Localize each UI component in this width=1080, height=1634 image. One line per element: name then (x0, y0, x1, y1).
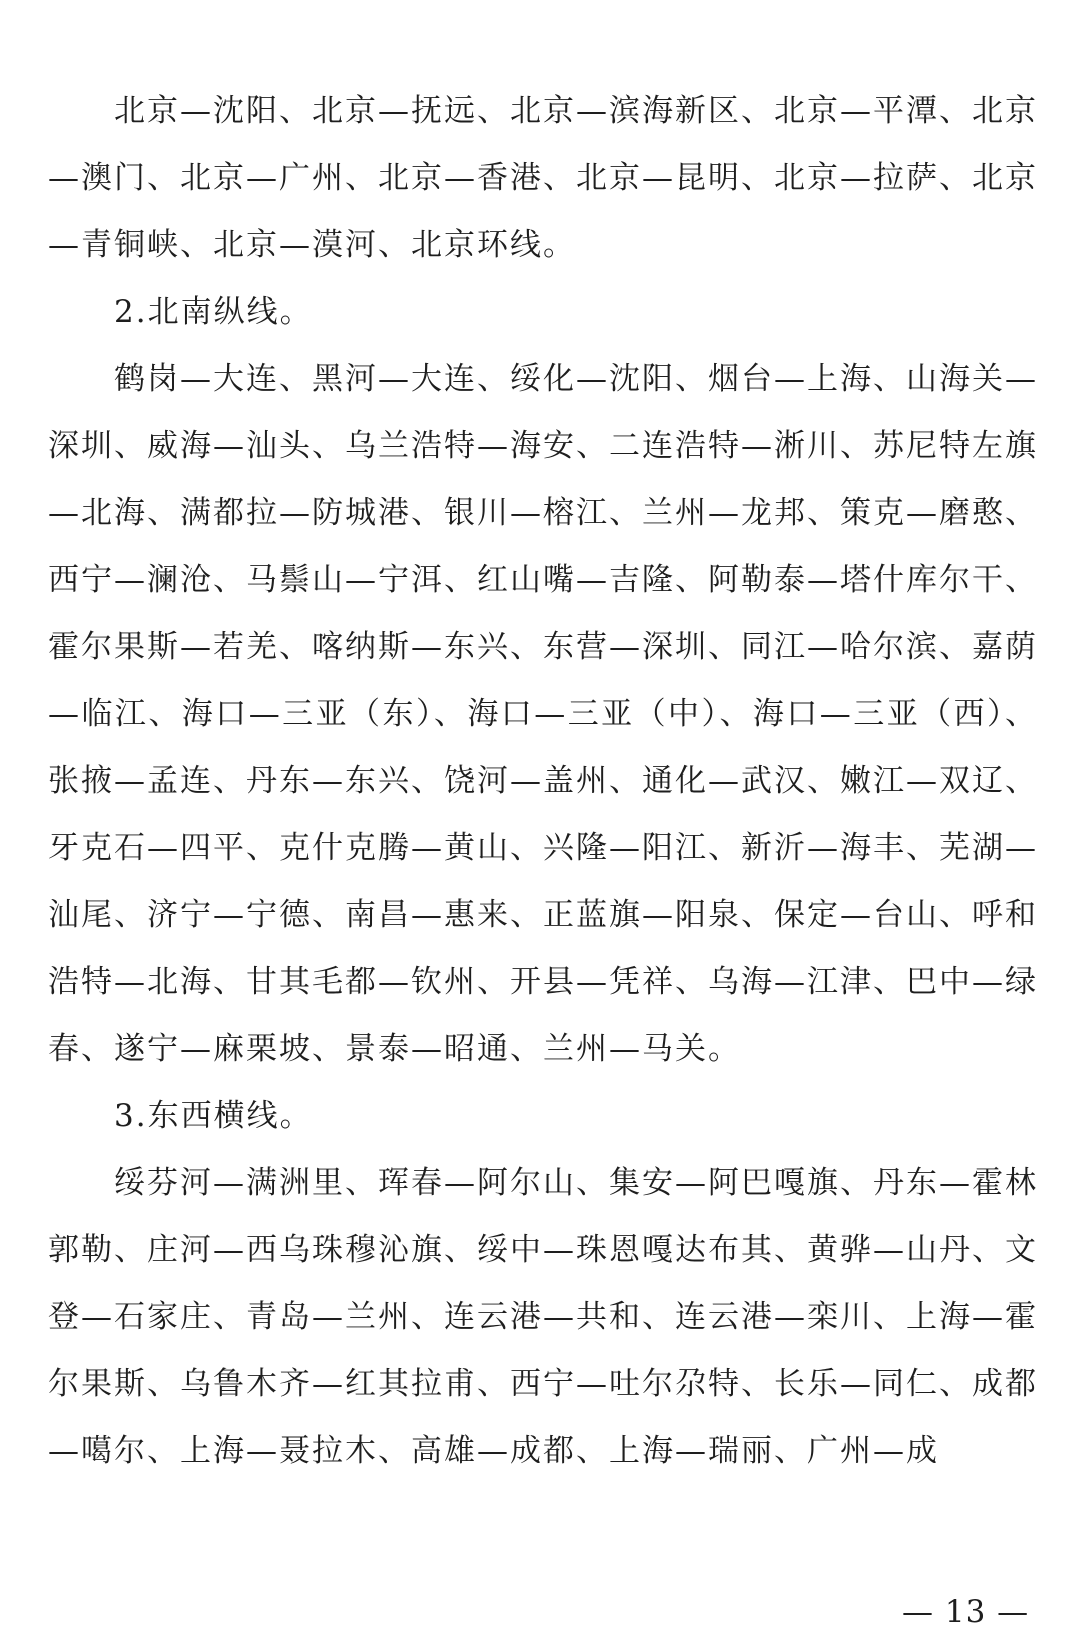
section-heading-east-west: 3.东西横线。 (114, 1098, 313, 1134)
section-heading-north-south: 2.北南纵线。 (114, 294, 313, 330)
paragraph-east-west-routes: 绥芬河—满洲里、珲春—阿尔山、集安—阿巴嘎旗、丹东—霍林郭勒、庄河—西乌珠穆沁旗、绥中—珠恩嘎达布其、黄骅—山丹、文登—石家庄、青岛—兰州、连云港—共和、连云港—栾川、上海—霍尔果斯、乌鲁木齐—红其拉甫、西宁—吐尔尕特、长乐—同仁、成都—噶尔、上海—聂拉木、高雄—成都、上海—瑞丽、广州—成 (48, 1165, 1038, 1469)
paragraph-beijing-radial-routes: 北京—沈阳、北京—抚远、北京—滨海新区、北京—平潭、北京—澳门、北京—广州、北京—香港、北京—昆明、北京—拉萨、北京—青铜峡、北京—漠河、北京环线。 (48, 93, 1038, 263)
paragraph-north-south-routes: 鹤岗—大连、黑河—大连、绥化—沈阳、烟台—上海、山海关—深圳、威海—汕头、乌兰浩特—海安、二连浩特—淅川、苏尼特左旗—北海、满都拉—防城港、银川—榕江、兰州—龙邦、策克—磨憨、西宁—澜沧、马鬃山—宁洱、红山嘴—吉隆、阿勒泰—塔什库尔干、霍尔果斯—若羌、喀纳斯—东兴、东营—深圳、同江—哈尔滨、嘉荫—临江、海口—三亚（东）、海口—三亚（中）、海口—三亚（西）、张掖—孟连、丹东—东兴、饶河—盖州、通化—武汉、嫩江—双辽、牙克石—四平、克什克腾—黄山、兴隆—阳江、新沂—海丰、芜湖—汕尾、济宁—宁德、南昌—惠来、正蓝旗—阳泉、保定—台山、呼和浩特—北海、甘其毛都—钦州、开县—凭祥、乌海—江津、巴中—绿春、遂宁—麻栗坡、景泰—昭通、兰州—马关。 (48, 361, 1038, 1067)
page-number: — 13 — (902, 1594, 1030, 1630)
document-body (48, 78, 1038, 1485)
